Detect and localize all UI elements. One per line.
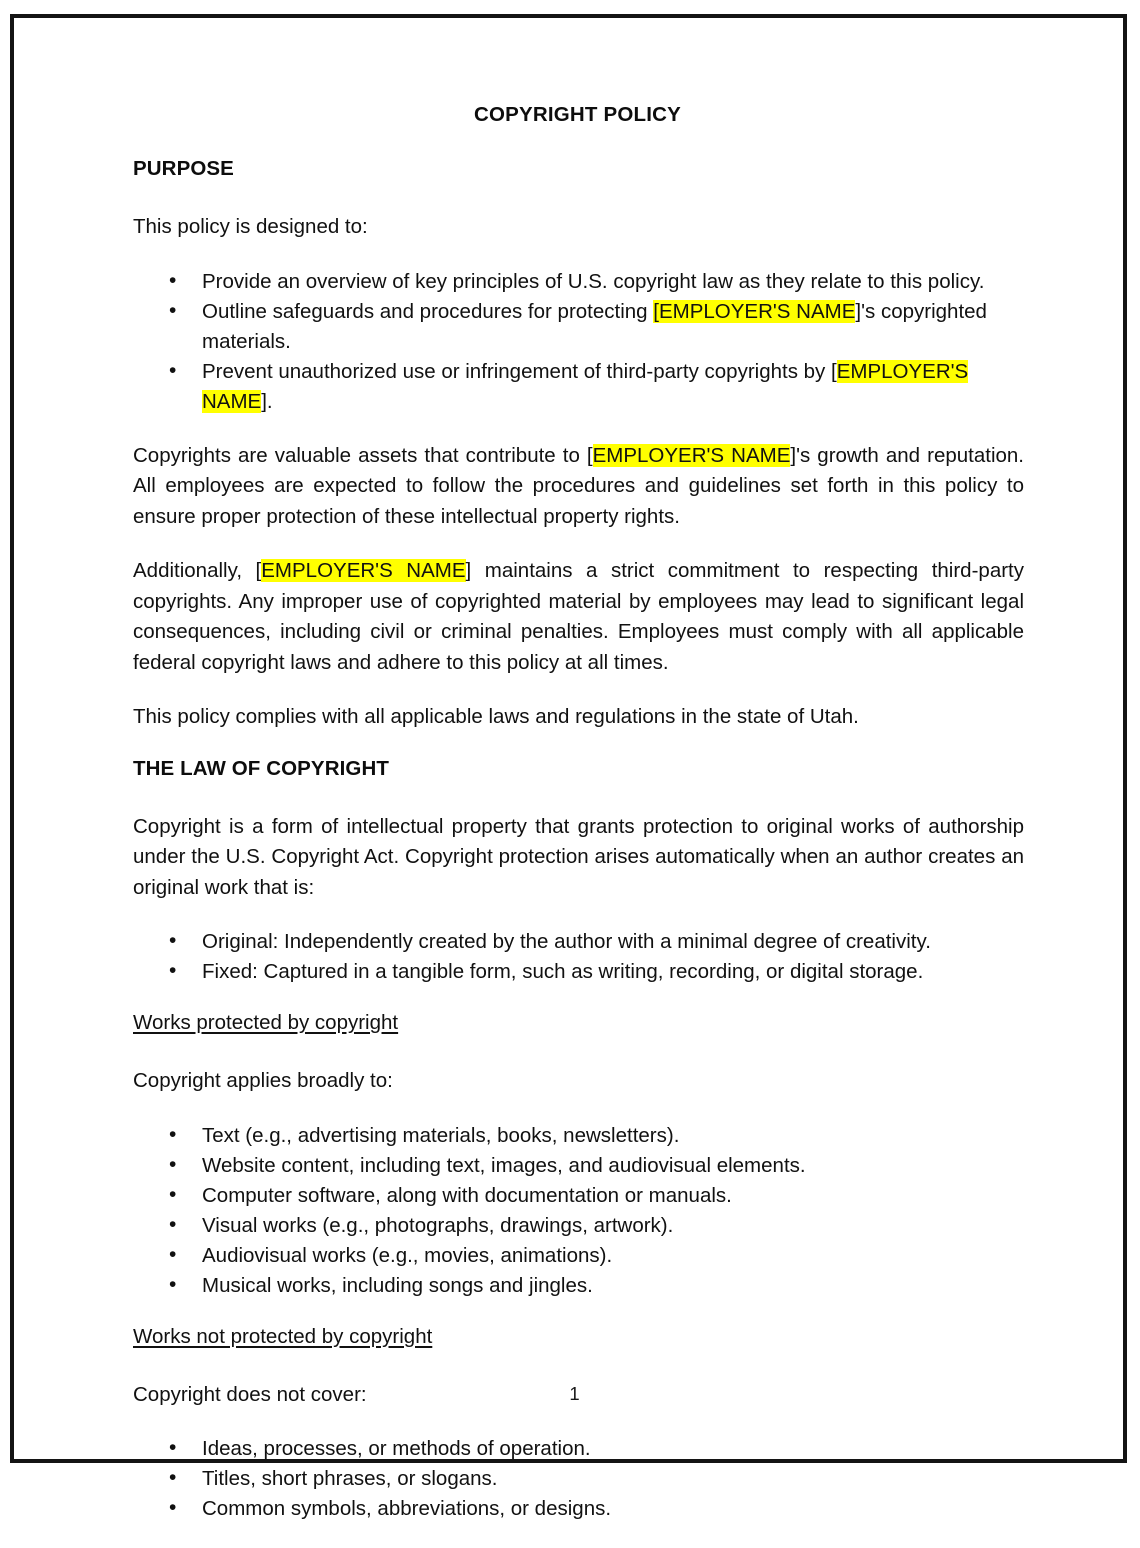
list-item: [133, 1241, 1024, 1271]
subheading-works-protected: Works protected by copyright: [133, 1011, 399, 1034]
bullet-text: Titles, short phrases, or slogans.: [202, 1467, 498, 1490]
purpose-bullet-list: [119, 267, 1024, 417]
purpose-intro-text: This policy is designed to:: [133, 215, 368, 238]
not-protected-works-bullet-list: [119, 1434, 1024, 1524]
page-number-footer: 1: [569, 1383, 580, 1404]
employer-name-placeholder: EMPLOYER'S NAME: [202, 359, 969, 413]
paragraph-additionally: [119, 556, 1024, 678]
list-item: [133, 1211, 1024, 1241]
list-item: [133, 1464, 1024, 1494]
protected-works-bullet-list: [119, 1121, 1024, 1301]
section-heading-purpose: PURPOSE: [133, 157, 234, 180]
bullet-text-post: ]'s copyrighted materials.: [202, 299, 987, 353]
bullet-text: Ideas, processes, or methods of operation.: [202, 1437, 591, 1460]
paragraph-law-intro: Copyright is a form of intellectual property that grants protection to original works of authorship under the U.S. Copyright Act. Copyright protection arises automatically when an author creates an original work that is:: [133, 814, 1024, 899]
employer-name-placeholder: [EMPLOYER'S NAME: [653, 299, 856, 323]
list-item: [133, 1121, 1024, 1151]
paragraph-not-protected-intro: Copyright does not cover:: [133, 1382, 367, 1406]
bullet-text-post: ].: [261, 389, 273, 413]
employer-name-placeholder: EMPLOYER'S NAME: [592, 443, 791, 467]
bullet-text: Audiovisual works (e.g., movies, animations).: [202, 1243, 613, 1267]
bullet-text: Provide an overview of key principles of U.S. copyright law as they relate to this policy.: [202, 269, 985, 293]
paragraph-state-law: This policy complies with all applicable laws and regulations in the state of Utah.: [133, 705, 859, 728]
list-item: [133, 927, 1024, 957]
subheading-works-not-protected: Works not protected by copyright: [133, 1324, 433, 1348]
section-heading-law-of-copyright: THE LAW OF COPYRIGHT: [133, 756, 389, 780]
paragraph-copyright-assets: [119, 441, 1024, 533]
law-criteria-bullet-list: [119, 927, 1024, 987]
paragraph-text-pre: Additionally, [: [133, 559, 262, 582]
page-title: COPYRIGHT POLICY: [473, 103, 682, 126]
list-item: [133, 267, 1024, 297]
list-item: [133, 1181, 1024, 1211]
paragraph-text-post: ]'s growth and reputation. All employees are expected to follow the procedures and guidelines set forth in this policy to ensure proper protection of these intellectual property rights.: [133, 443, 1025, 528]
paragraph-protected-intro: Copyright applies broadly to:: [133, 1069, 393, 1092]
bullet-text: Fixed: Captured in a tangible form, such as writing, recording, or digital storage.: [202, 960, 924, 983]
list-item: [133, 1271, 1024, 1301]
paragraph-text-post: ] maintains a strict commitment to respecting third-party copyrights. Any improper use of copyrighted material by employees may lead to significant legal consequences, including civil or criminal penalties. Employees must comply with all applicable federal copyright laws and adhere to this policy at all times.: [133, 559, 1024, 674]
document-content: [119, 103, 1024, 1548]
list-item: [133, 297, 1024, 357]
bullet-text: Computer software, along with documentation or manuals.: [202, 1183, 732, 1207]
list-item: [133, 1494, 1024, 1524]
list-item: [133, 1434, 1024, 1464]
list-item: [133, 1151, 1024, 1181]
document-page: [10, 14, 1127, 1520]
bullet-text: Website content, including text, images, and audiovisual elements.: [202, 1153, 806, 1177]
bullet-text: Original: Independently created by the author with a minimal degree of creativity.: [202, 930, 931, 953]
bullet-text: Common symbols, abbreviations, or designs.: [202, 1497, 612, 1520]
bullet-text: Visual works (e.g., photographs, drawings, artwork).: [202, 1213, 674, 1237]
employer-name-placeholder: EMPLOYER'S NAME: [261, 559, 466, 582]
list-item: [133, 357, 1024, 417]
bullet-text: Text (e.g., advertising materials, books, newsletters).: [202, 1123, 680, 1147]
list-item: [133, 957, 1024, 987]
bullet-text-pre: Outline safeguards and procedures for protecting: [202, 299, 654, 323]
bullet-text: Musical works, including songs and jingles.: [202, 1273, 593, 1297]
bullet-text-pre: Prevent unauthorized use or infringement of third-party copyrights by [: [202, 359, 837, 383]
paragraph-text-pre: Copyrights are valuable assets that contribute to [: [133, 443, 593, 467]
